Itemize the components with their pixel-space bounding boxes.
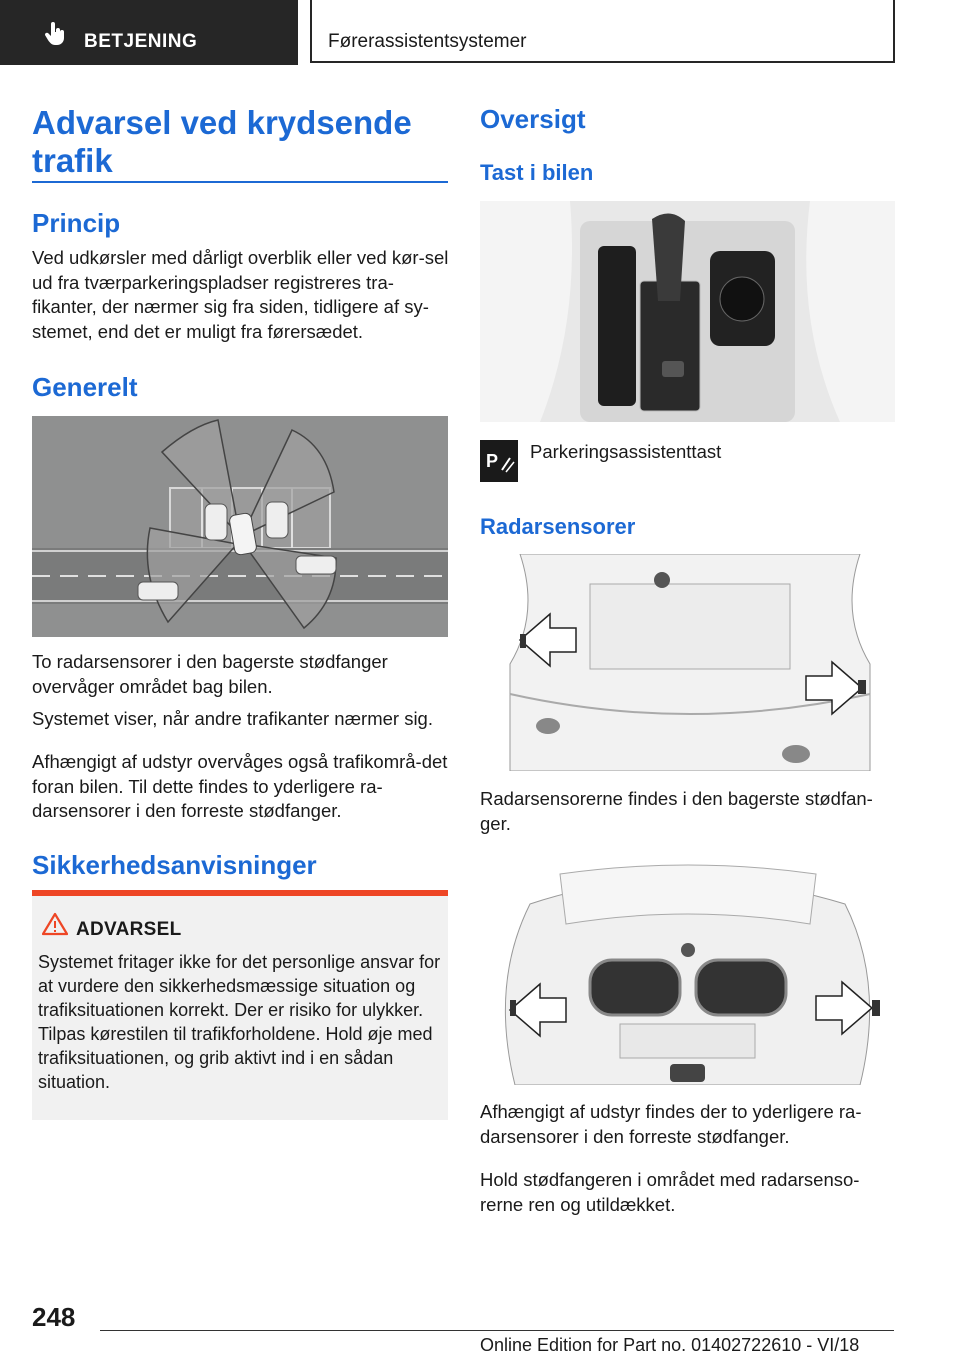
rear-bumper-photo	[480, 554, 895, 771]
generelt-text-1: To radarsensorer i den bagerste stødfanger overvåger området bag bilen.	[32, 651, 388, 697]
heading-sikkerhed: Sikkerhedsanvisninger	[32, 850, 317, 880]
heading-oversigt: Oversigt	[480, 104, 586, 134]
section-label: BETJENING	[84, 31, 198, 52]
heading-tast: Tast i bilen	[480, 160, 594, 185]
park-assist-button-icon	[480, 440, 518, 482]
footer-rule	[100, 1330, 894, 1331]
svg-text:P: P	[486, 451, 499, 471]
page-number: 248	[32, 1302, 76, 1332]
heading-radar: Radarsensorer	[480, 514, 636, 539]
princip-text: Ved udkørsler med dårligt overblik eller ved kør-sel ud fra tværparkeringspladser registreres tra-fikanter, der nærmer sig fra siden, tidligere af sy-stemet, end det er muligt fra førersædet.	[32, 247, 449, 342]
warning-text: Systemet fritager ikke for det personlige ansvar for at vurdere den sikkerhedsmæssige situation og trafiksituationen korrekt. Der er risiko for ulykker. Tilpas kørestilen til trafikforholdene. Hold øje med trafiksituationen, og grib aktivt ind i en sådan situation.	[38, 952, 441, 1092]
front-bumper-photo	[480, 864, 895, 1085]
warning-triangle-icon	[42, 912, 68, 936]
warning-title: ADVARSEL	[76, 919, 182, 940]
generelt-text-2: Systemet viser, når andre trafikanter nærmer sig.	[32, 708, 433, 729]
header-section-tab	[0, 0, 298, 65]
hand-pointer-icon	[44, 22, 66, 46]
generelt-text-3: Afhængigt af udstyr overvåges også trafikområ-det foran bilen. Til dette findes to yderligere ra-darsensorer i den forreste stødfanger.	[32, 751, 448, 821]
radar-text-3: Hold stødfangeren i området med radarsenso-rerne ren og utildækket.	[480, 1169, 860, 1215]
radar-text-1: Radarsensorerne findes i den bagerste stødfan-ger.	[480, 788, 873, 834]
page-title: Advarsel ved krydsende trafik	[32, 104, 412, 179]
title-rule	[32, 181, 448, 183]
warning-box	[32, 890, 448, 1120]
heading-princip: Princip	[32, 208, 121, 238]
cross-traffic-diagram	[32, 416, 448, 637]
center-console-photo	[480, 201, 895, 422]
chapter-title: Førerassistentsystemer	[328, 31, 527, 52]
heading-generelt: Generelt	[32, 372, 138, 402]
edition-text: Online Edition for Part no. 01402722610 - VI/18	[480, 1335, 860, 1355]
button-label: Parkeringsassistenttast	[530, 441, 722, 462]
warning-bar	[32, 890, 448, 896]
header-chapter	[310, 0, 895, 63]
radar-text-2: Afhængigt af udstyr findes der to yderligere ra-darsensorer i den forreste stødfanger.	[480, 1101, 862, 1147]
